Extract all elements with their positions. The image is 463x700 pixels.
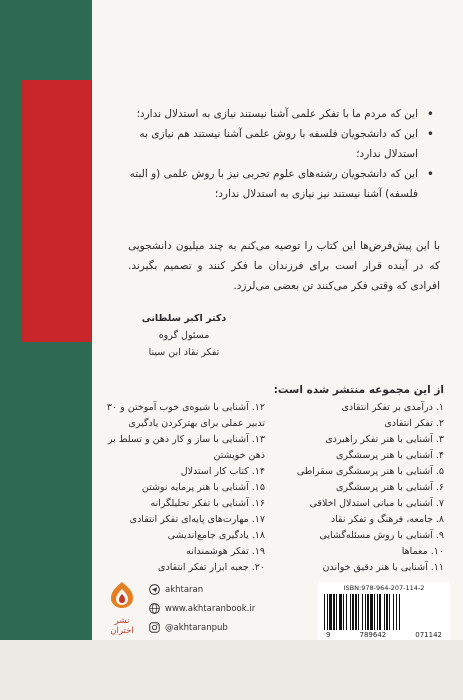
barcode-digits <box>326 631 442 639</box>
list-item: ۲. تفکر انتقادی <box>384 418 444 429</box>
list-item: ۱۴. کتاب کار استدلال <box>180 466 265 477</box>
list-item: ۱. درآمدی بر تفکر انتقادی <box>341 402 444 413</box>
author-affiliation: تفکر نقاد ابن سینا <box>148 347 220 358</box>
series-title: از این مجموعه منتشر شده است: <box>273 384 444 396</box>
bullet-item: • این که دانشجویان رشته‌های علوم تجربی نیز با روش علمی (و البته فلسفه) آشنا نیستند نیز نیازی به استدلال ندارد؛ <box>124 164 434 204</box>
bottom-strip <box>0 640 463 700</box>
publisher-logo <box>102 580 142 636</box>
publisher-name: نشر اختران <box>110 616 134 636</box>
isbn-text: ISBN:978-964-207-114-2 <box>343 584 425 592</box>
barcode-bar <box>400 594 401 630</box>
signature-block <box>130 310 238 361</box>
list-item: ۴. آشنایی با هنر پرسشگری <box>335 450 444 461</box>
list-item: ۱۳. آشنایی با ساز و کار ذهن و تسلط بر ذهن خویشتن <box>107 434 265 461</box>
series-column-right <box>279 400 444 576</box>
barcode-right-digits: 071142 <box>415 631 442 639</box>
contact-text: akhtaran <box>165 584 204 595</box>
contact-text: www.akhtaranbook.ir <box>165 603 256 614</box>
list-item: ۸. جامعه، فرهنگ و تفکر نقاد <box>330 514 444 525</box>
contact-website[interactable] <box>148 599 288 618</box>
barcode-bars <box>324 594 444 630</box>
list-item: ۱۷. مهارت‌های پایه‌ای تفکر انتقادی <box>129 514 265 525</box>
list-item: ۱۲. آشنایی با شیوه‌ی خوب آموختن و ۳۰ تدبیر عملی برای بهترکردن یادگیری <box>106 402 265 429</box>
flame-logo-icon <box>105 580 139 610</box>
author-role: مسئول گروه <box>158 330 210 341</box>
list-item: ۱۸. یادگیری جامع‌اندیشی <box>167 530 265 541</box>
instagram-icon <box>148 622 160 634</box>
barcode-left-digits: 789642 <box>359 631 387 639</box>
list-item: ۵. آشنایی با هنر پرسشگری سقراطی <box>296 466 444 477</box>
recommendation-paragraph: با این پیش‌فرض‌ها این کتاب را توصیه می‌کنم به چند میلیون دانشجویی که در آینده قرار است برای فرزندان ما فکر کنند و تصمیم بگیرند. افرادی که وقتی فکر می‌کنند تن بعضی می‌لرزد. <box>128 240 440 292</box>
contact-telegram[interactable] <box>148 580 288 599</box>
list-item: ۹. آشنایی با روش مسئله‌گشایی <box>319 530 444 541</box>
contact-instagram[interactable] <box>148 618 288 637</box>
telegram-icon <box>148 584 160 596</box>
series-column-left <box>100 400 265 576</box>
list-item: ۱۹. تفکر هوشمندانه <box>186 546 265 557</box>
bullet-list <box>124 104 434 204</box>
list-item: ۱۱. آشنایی با هنر دقیق خواندن <box>322 562 444 573</box>
barcode-prefix: 9 <box>326 631 331 639</box>
list-item: ۱۵. آشنایی با هنر پرمایه نوشتن <box>141 482 265 493</box>
list-item: ۷. آشنایی با مبانی استدلال اخلاقی <box>309 498 444 509</box>
author-name: دکتر اکبر سلطانی <box>141 313 227 324</box>
list-item: ۲۰. جعبه ابزار تفکر انتقادی <box>158 562 265 573</box>
list-item: ۱۶. آشنایی با تفکر تحلیلگرانه <box>150 498 265 509</box>
list-item: ۳. آشنایی با هنر تفکر راهبردی <box>325 434 444 445</box>
list-item: ۶. آشنایی با هنر پرسشگری <box>335 482 444 493</box>
series-list <box>100 384 444 576</box>
bullet-item: • این که دانشجویان فلسفه با روش علمی آشنا نیستند هم نیازی به استدلال ندارد؛ <box>124 124 434 164</box>
red-accent-bar <box>22 80 92 342</box>
isbn-barcode <box>318 582 450 648</box>
list-item: ۱۰. معماها <box>401 546 444 557</box>
bullet-item: • این که مردم ما با تفکر علمی آشنا نیستند نیازی به استدلال ندارد؛ <box>124 104 434 124</box>
contact-text: @akhtaranpub <box>165 622 228 633</box>
globe-icon <box>148 603 160 615</box>
